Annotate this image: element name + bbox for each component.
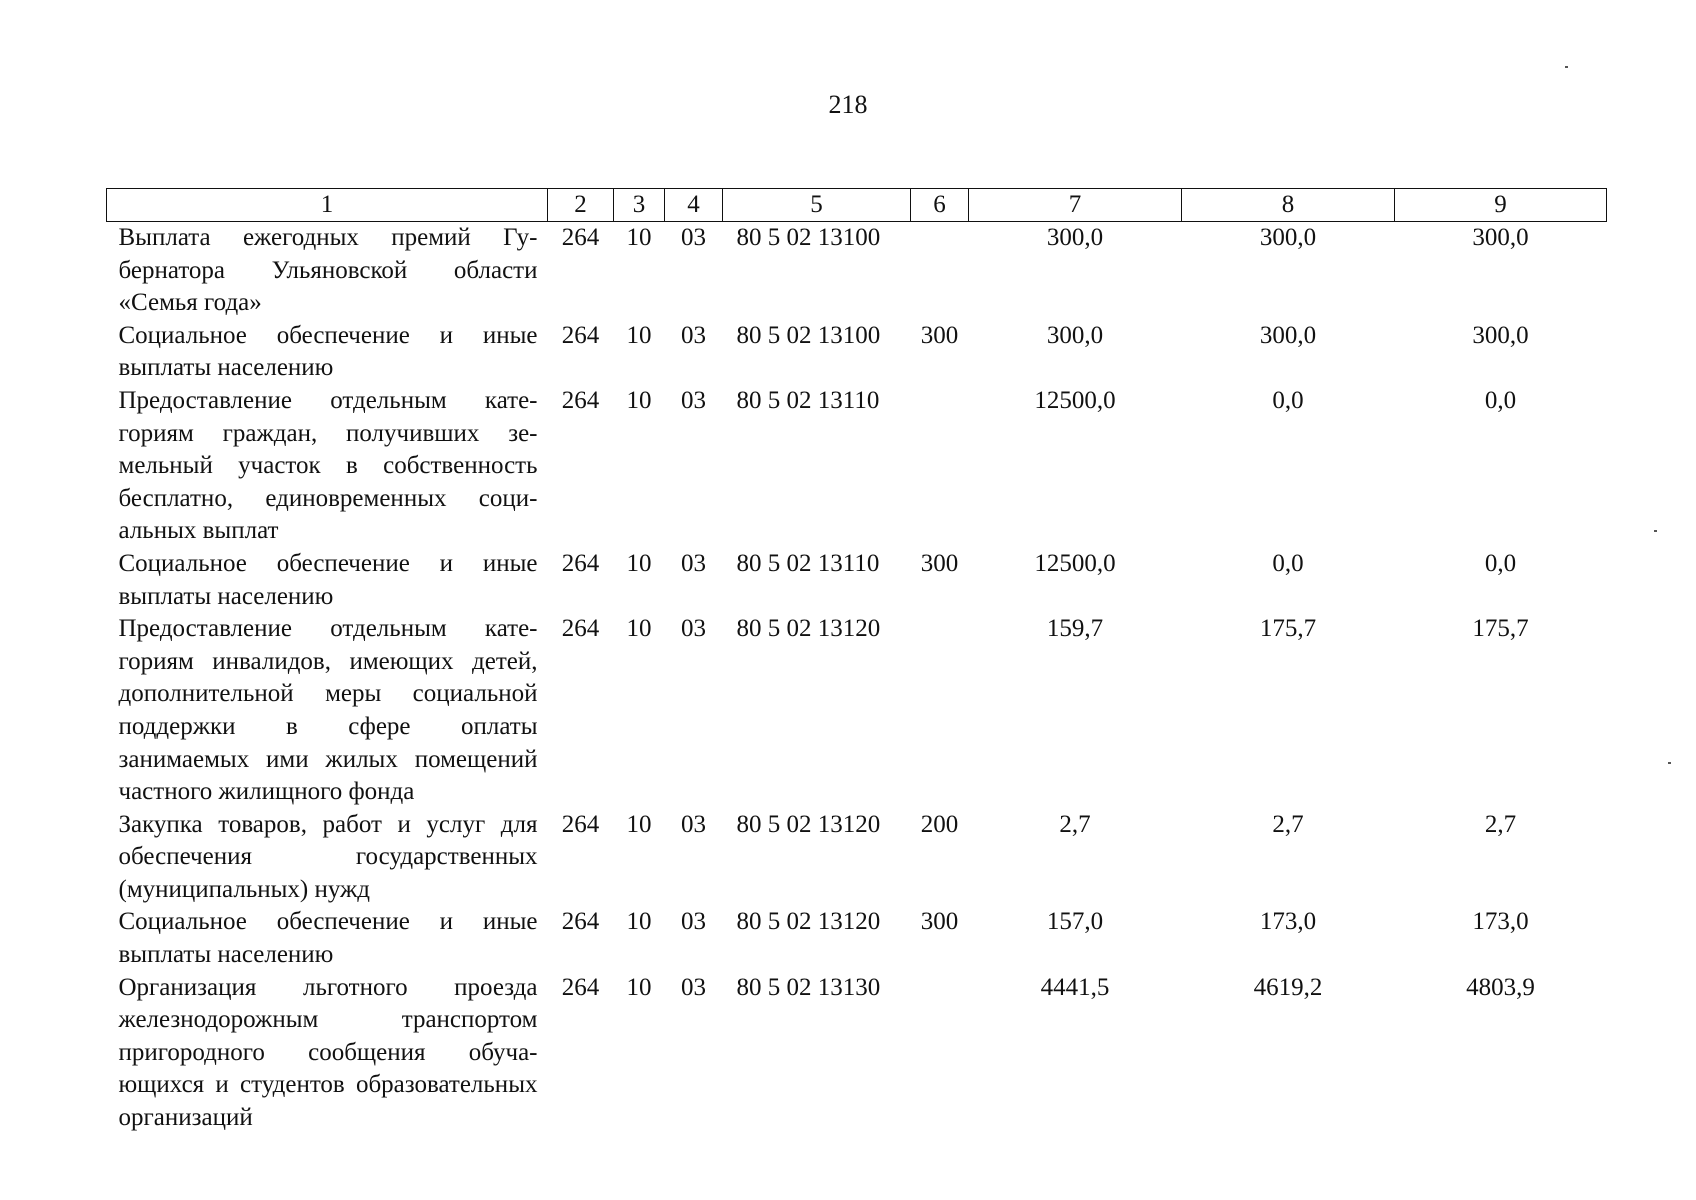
row-target-code: 80 5 02 13100 bbox=[736, 321, 881, 349]
row-target-code: 80 5 02 13110 bbox=[736, 386, 880, 414]
row-amount-col7: 300,0 bbox=[1046, 321, 1104, 349]
row-description: Социальное обеспечение и иные выплаты населению bbox=[118, 549, 538, 610]
row-description: Организация льготного проезда железнодорожным транспортом пригородного сообщения обучающихся и студентов образовательных организаций bbox=[118, 973, 538, 1132]
table-row bbox=[107, 320, 1607, 385]
row-target-code: 80 5 02 13120 bbox=[736, 810, 881, 838]
row-amount-col8: 173,0 bbox=[1259, 908, 1317, 936]
row-amount-col8: 175,7 bbox=[1259, 615, 1317, 643]
column-header-5: 5 bbox=[723, 189, 911, 222]
table-row bbox=[107, 613, 1607, 809]
row-amount-col9: 2,7 bbox=[1484, 810, 1517, 838]
row-amount-col9: 0,0 bbox=[1484, 549, 1517, 577]
page-number: 218 bbox=[828, 90, 868, 119]
scan-speck bbox=[1668, 762, 1671, 764]
budget-table bbox=[106, 188, 1607, 1135]
row-subsection-code: 03 bbox=[681, 615, 706, 643]
row-subsection-code: 03 bbox=[681, 810, 706, 838]
row-ministry-code: 264 bbox=[561, 810, 600, 838]
row-amount-col9: 300,0 bbox=[1472, 224, 1529, 251]
row-amount-col9: 300,0 bbox=[1472, 321, 1529, 349]
row-description: Социальное обеспечение и иные выплаты населению bbox=[118, 321, 538, 382]
row-target-code: 80 5 02 13120 bbox=[736, 908, 881, 936]
row-amount-col7: 12500,0 bbox=[1034, 549, 1116, 577]
header-row bbox=[107, 189, 1607, 222]
row-expense-type: 300 bbox=[920, 549, 959, 577]
row-expense-type: 300 bbox=[920, 321, 959, 349]
row-section-code: 10 bbox=[626, 224, 652, 251]
row-amount-col9: 0,0 bbox=[1484, 386, 1517, 414]
row-amount-col9: 175,7 bbox=[1472, 615, 1529, 643]
column-header-2: 2 bbox=[548, 189, 614, 222]
row-subsection-code: 03 bbox=[681, 224, 706, 251]
row-amount-col7: 2,7 bbox=[1059, 810, 1091, 838]
row-expense-type bbox=[911, 972, 969, 1135]
row-expense-type: 200 bbox=[920, 810, 959, 838]
row-description: Предоставление отдельным категориям граждан, получивших земельный участок в собственность бесплатно, единовременных социальных выплат bbox=[118, 386, 538, 545]
row-section-code: 10 bbox=[626, 549, 652, 577]
row-amount-col7: 4441,5 bbox=[1040, 973, 1110, 1001]
scan-speck bbox=[1654, 530, 1657, 532]
row-description: Социальное обеспечение и иные выплаты населению bbox=[118, 908, 538, 969]
row-subsection-code: 03 bbox=[681, 549, 706, 577]
row-amount-col7: 12500,0 bbox=[1034, 386, 1116, 414]
table-header bbox=[107, 189, 1607, 222]
row-description: Закупка товаров, работ и услуг для обеспечения государственных (муниципальных) нужд bbox=[118, 810, 538, 903]
row-ministry-code: 264 bbox=[561, 321, 600, 349]
table-body bbox=[107, 222, 1607, 1135]
row-ministry-code: 264 bbox=[561, 549, 600, 577]
row-amount-col8: 300,0 bbox=[1259, 224, 1317, 251]
row-section-code: 10 bbox=[626, 973, 652, 1001]
row-section-code: 10 bbox=[626, 908, 652, 936]
row-description: Предоставление отдельным категориям инвалидов, имеющих детей, дополнительной меры социальной поддержки в сфере оплаты занимаемых ими жилых помещений частного жилищного фонда bbox=[118, 615, 538, 806]
row-amount-col9: 173,0 bbox=[1472, 908, 1529, 936]
row-expense-type bbox=[911, 222, 969, 320]
row-subsection-code: 03 bbox=[681, 386, 706, 414]
row-amount-col8: 4619,2 bbox=[1253, 973, 1323, 1001]
row-amount-col8: 2,7 bbox=[1272, 810, 1304, 838]
row-amount-col8: 0,0 bbox=[1272, 386, 1304, 414]
table-row bbox=[107, 809, 1607, 907]
row-expense-type bbox=[911, 613, 969, 809]
table-row bbox=[107, 222, 1607, 320]
row-amount-col7: 159,7 bbox=[1046, 615, 1104, 643]
column-header-1: 1 bbox=[107, 189, 548, 222]
row-target-code: 80 5 02 13130 bbox=[736, 973, 881, 1001]
column-header-8: 8 bbox=[1182, 189, 1395, 222]
row-expense-type bbox=[911, 385, 969, 548]
row-ministry-code: 264 bbox=[561, 973, 600, 1001]
table-row bbox=[107, 548, 1607, 613]
row-subsection-code: 03 bbox=[681, 321, 706, 349]
row-ministry-code: 264 bbox=[561, 386, 600, 414]
column-header-7: 7 bbox=[969, 189, 1182, 222]
row-ministry-code: 264 bbox=[561, 615, 600, 643]
row-section-code: 10 bbox=[626, 321, 652, 349]
row-target-code: 80 5 02 13120 bbox=[736, 615, 881, 643]
column-header-6: 6 bbox=[911, 189, 969, 222]
row-section-code: 10 bbox=[626, 615, 652, 643]
row-expense-type: 300 bbox=[920, 908, 959, 936]
column-header-9: 9 bbox=[1395, 189, 1607, 222]
table-row bbox=[107, 906, 1607, 971]
row-amount-col8: 0,0 bbox=[1272, 549, 1304, 577]
row-description: Выплата ежегодных премий Губернатора Ульяновской области «Семья года» bbox=[118, 224, 538, 317]
row-amount-col9: 4803,9 bbox=[1466, 973, 1535, 1001]
row-ministry-code: 264 bbox=[561, 224, 600, 251]
column-header-4: 4 bbox=[665, 189, 723, 222]
column-header-3: 3 bbox=[614, 189, 665, 222]
row-target-code: 80 5 02 13110 bbox=[736, 549, 880, 577]
table-row bbox=[107, 385, 1607, 548]
budget-table-container bbox=[106, 188, 1606, 1135]
row-subsection-code: 03 bbox=[681, 973, 706, 1001]
row-section-code: 10 bbox=[626, 810, 652, 838]
row-subsection-code: 03 bbox=[681, 908, 706, 936]
row-amount-col7: 300,0 bbox=[1046, 224, 1104, 251]
row-section-code: 10 bbox=[626, 386, 652, 414]
row-ministry-code: 264 bbox=[561, 908, 600, 936]
table-row bbox=[107, 972, 1607, 1135]
scan-speck bbox=[1565, 66, 1568, 68]
row-amount-col8: 300,0 bbox=[1259, 321, 1317, 349]
row-amount-col7: 157,0 bbox=[1046, 908, 1104, 936]
row-target-code: 80 5 02 13100 bbox=[736, 224, 881, 251]
